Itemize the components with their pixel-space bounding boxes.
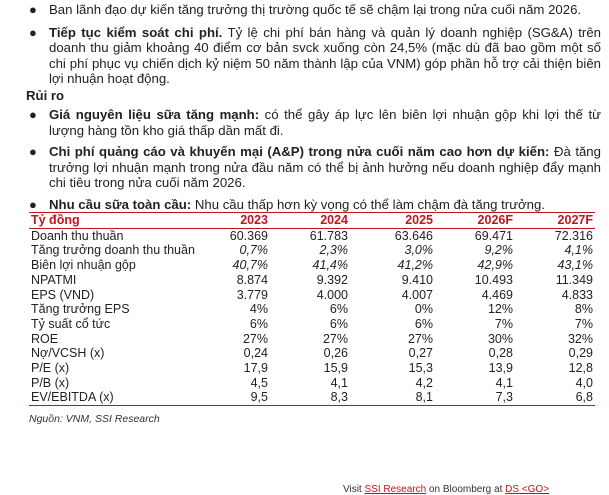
footer-prefix: Visit (343, 484, 365, 495)
table-cell: 8,1 (350, 390, 435, 405)
row-label: ROE (31, 331, 59, 346)
table-header-cell: 2027F (515, 213, 595, 229)
table-cell: 3.779 (236, 287, 268, 302)
bullet-dot-icon: ● (29, 107, 37, 122)
table-cell: 4,1 (495, 375, 513, 390)
table-cell: 43,1% (557, 258, 593, 273)
bullet-dot-icon: ● (29, 2, 37, 17)
table-row (29, 361, 595, 376)
table-row (29, 346, 595, 361)
bullet-raw-milk-price (0, 107, 609, 138)
risk-heading: Rủi ro (26, 88, 65, 103)
row-label: NPATMI (31, 272, 77, 287)
row-label: Nợ/VCSH (x) (31, 346, 105, 361)
table-cell: 4,1 (330, 375, 348, 390)
table-row (29, 228, 595, 243)
source-note: Nguồn: VNM, SSI Research (29, 413, 160, 425)
bullet-dot-icon: ● (29, 144, 37, 159)
table-cell: 7,3 (435, 390, 515, 405)
table-cell: 30% (487, 331, 513, 346)
bullet-ap-expense (0, 144, 609, 191)
bullet-text: Tỷ lệ chi phí bán hàng và quản lý doanh nghiệp (SG&A) trên doanh thu giảm khoảng 40 điểm cơ bản svck xuống còn 24,5% (mặc dù đã bao gồm một số chi phí phục vụ chiến dịch kỷ niệm 50 năm thành lập của VNM) góp phần hỗ trợ cải thiện biên lợi nhuận hoạt động. (49, 24, 601, 86)
row-label: P/B (x) (31, 375, 70, 390)
table-row (29, 258, 595, 273)
table-cell: 27% (407, 331, 433, 346)
table-cell: 40,7% (232, 258, 268, 273)
table-body (29, 228, 595, 405)
row-label: Tăng trưởng EPS (31, 302, 130, 317)
bullet-text: Ban lãnh đạo dự kiến tăng trưởng thị trường quốc tế sẽ chậm lại trong nửa cuối năm 2026. (49, 2, 582, 17)
table-cell: 17,9 (243, 361, 268, 376)
bullet-dot-icon: ● (29, 196, 37, 212)
bullet-text: Đà tăng trưởng lợi nhuận mạnh trong nửa đầu năm có thể bị ảnh hưởng nếu doanh nghiệp đẩy mạnh chi tiêu trong nửa cuối năm 2026. (49, 144, 601, 190)
table-cell: 6% (329, 302, 348, 317)
table-cell: 13,9 (488, 361, 513, 376)
bullet-bold-text: Tiếp tục kiểm soát chi phí. (49, 24, 223, 40)
table-cell: 0,24 (243, 346, 268, 361)
table-cell: 0,27 (408, 346, 433, 361)
table-cell: 4,1% (564, 243, 593, 258)
row-label: P/E (x) (31, 361, 70, 376)
table-cell: 72.316 (554, 228, 593, 243)
table-cell: 41,2% (397, 258, 433, 273)
bullet-text: có thể gây áp lực lên biên lợi nhuận gộp khi lợi thế từ lượng hàng tồn kho giá thấp dần mất đi. (49, 107, 601, 138)
table-cell: 6% (249, 316, 268, 331)
bullet-cost-control (0, 25, 609, 87)
table-cell: 27% (322, 331, 348, 346)
highlights-list (0, 2, 609, 87)
table-header-cell: 2026F (435, 213, 515, 229)
table-row (29, 390, 595, 405)
table-cell: 60.369 (229, 228, 268, 243)
table-cell: 12% (487, 302, 513, 317)
table-cell: 32% (567, 331, 593, 346)
table-cell: 12,8 (568, 361, 593, 376)
ssi-research-link[interactable]: SSI Research (364, 484, 427, 495)
table-header-cell: 2025 (350, 213, 435, 229)
table-cell: 0% (414, 302, 433, 317)
table-cell: 10.493 (474, 272, 513, 287)
bullet-text: Nhu cầu thấp hơn kỳ vọng có thể làm chậm đà tăng trưởng. (191, 196, 545, 212)
table-cell: 7% (574, 316, 593, 331)
table-cell: 9.410 (401, 272, 433, 287)
table-cell: 4.833 (561, 287, 593, 302)
footer-middle: on Bloomberg at (426, 484, 506, 495)
table-cell: 9.392 (316, 272, 348, 287)
table-header-row (29, 213, 595, 229)
table-cell: 69.471 (474, 228, 513, 243)
table-cell: 15,3 (408, 361, 433, 376)
table-cell: 42,9% (477, 258, 513, 273)
table-header-cell: 2023 (207, 213, 270, 229)
table-cell: 61.783 (309, 228, 348, 243)
table-cell: 0,26 (323, 346, 348, 361)
table-cell: 4.000 (316, 287, 348, 302)
bullet-bold-text: Chi phí quảng cáo và khuyến mại (A&P) trong nửa cuối năm cao hơn dự kiến: (49, 144, 550, 159)
table-cell: 6,8 (515, 390, 595, 405)
table-cell: 0,28 (488, 346, 513, 361)
table-row (29, 302, 595, 317)
row-label: Doanh thu thuần (31, 228, 124, 243)
bullet-global-demand (0, 197, 609, 213)
table-cell: 9,5 (207, 390, 270, 405)
row-label: Tỷ suất cổ tức (31, 316, 111, 331)
table-cell: 27% (242, 331, 268, 346)
footer-note (343, 484, 549, 495)
table-cell: 4.469 (481, 287, 513, 302)
table-header-cell: 2024 (270, 213, 350, 229)
table-row (29, 376, 595, 391)
table-row (29, 332, 595, 347)
table-cell: 41,4% (312, 258, 348, 273)
table-row (29, 243, 595, 258)
financial-summary-table (29, 212, 595, 406)
table-cell: 9,2% (484, 243, 513, 258)
row-label: Tăng trưởng doanh thu thuần (31, 243, 195, 258)
table-cell: 4,0 (575, 375, 593, 390)
table-cell: 3,0% (404, 243, 433, 258)
table-cell: 8,3 (270, 390, 350, 405)
bullet-international-growth (0, 2, 609, 18)
table-cell: 11.349 (555, 272, 593, 287)
bullet-dot-icon: ● (29, 24, 37, 40)
table-cell: 4,5 (250, 375, 268, 390)
table-row (29, 317, 595, 332)
table-cell: 8% (574, 302, 593, 317)
table-cell: 2,3% (319, 243, 348, 258)
table-cell: 4.007 (401, 287, 433, 302)
table-cell: 63.646 (394, 228, 433, 243)
table-row (29, 273, 595, 288)
table-cell: 0,29 (568, 346, 593, 361)
table-cell: 4,2 (415, 375, 433, 390)
table-row (29, 288, 595, 303)
bullet-bold-text: Giá nguyên liệu sữa tăng mạnh: (49, 107, 260, 122)
table-cell: 0,7% (239, 243, 268, 258)
table-cell: 8.874 (236, 272, 268, 287)
row-label: Biên lợi nhuận gộp (31, 258, 136, 273)
table-cell: 15,9 (323, 361, 348, 376)
risk-list (0, 107, 609, 212)
row-label: EV/EBITDA (x) (29, 390, 207, 405)
table-header-cell: Tỷ đồng (29, 213, 207, 229)
bullet-bold-text: Nhu cầu sữa toàn cầu: (49, 196, 192, 212)
table-cell: 4% (249, 302, 268, 317)
table-cell: 7% (494, 316, 513, 331)
row-label: EPS (VND) (31, 287, 95, 302)
bloomberg-ds-link[interactable]: DS <GO> (505, 484, 550, 495)
table-cell: 6% (329, 316, 348, 331)
table-cell: 6% (414, 316, 433, 331)
